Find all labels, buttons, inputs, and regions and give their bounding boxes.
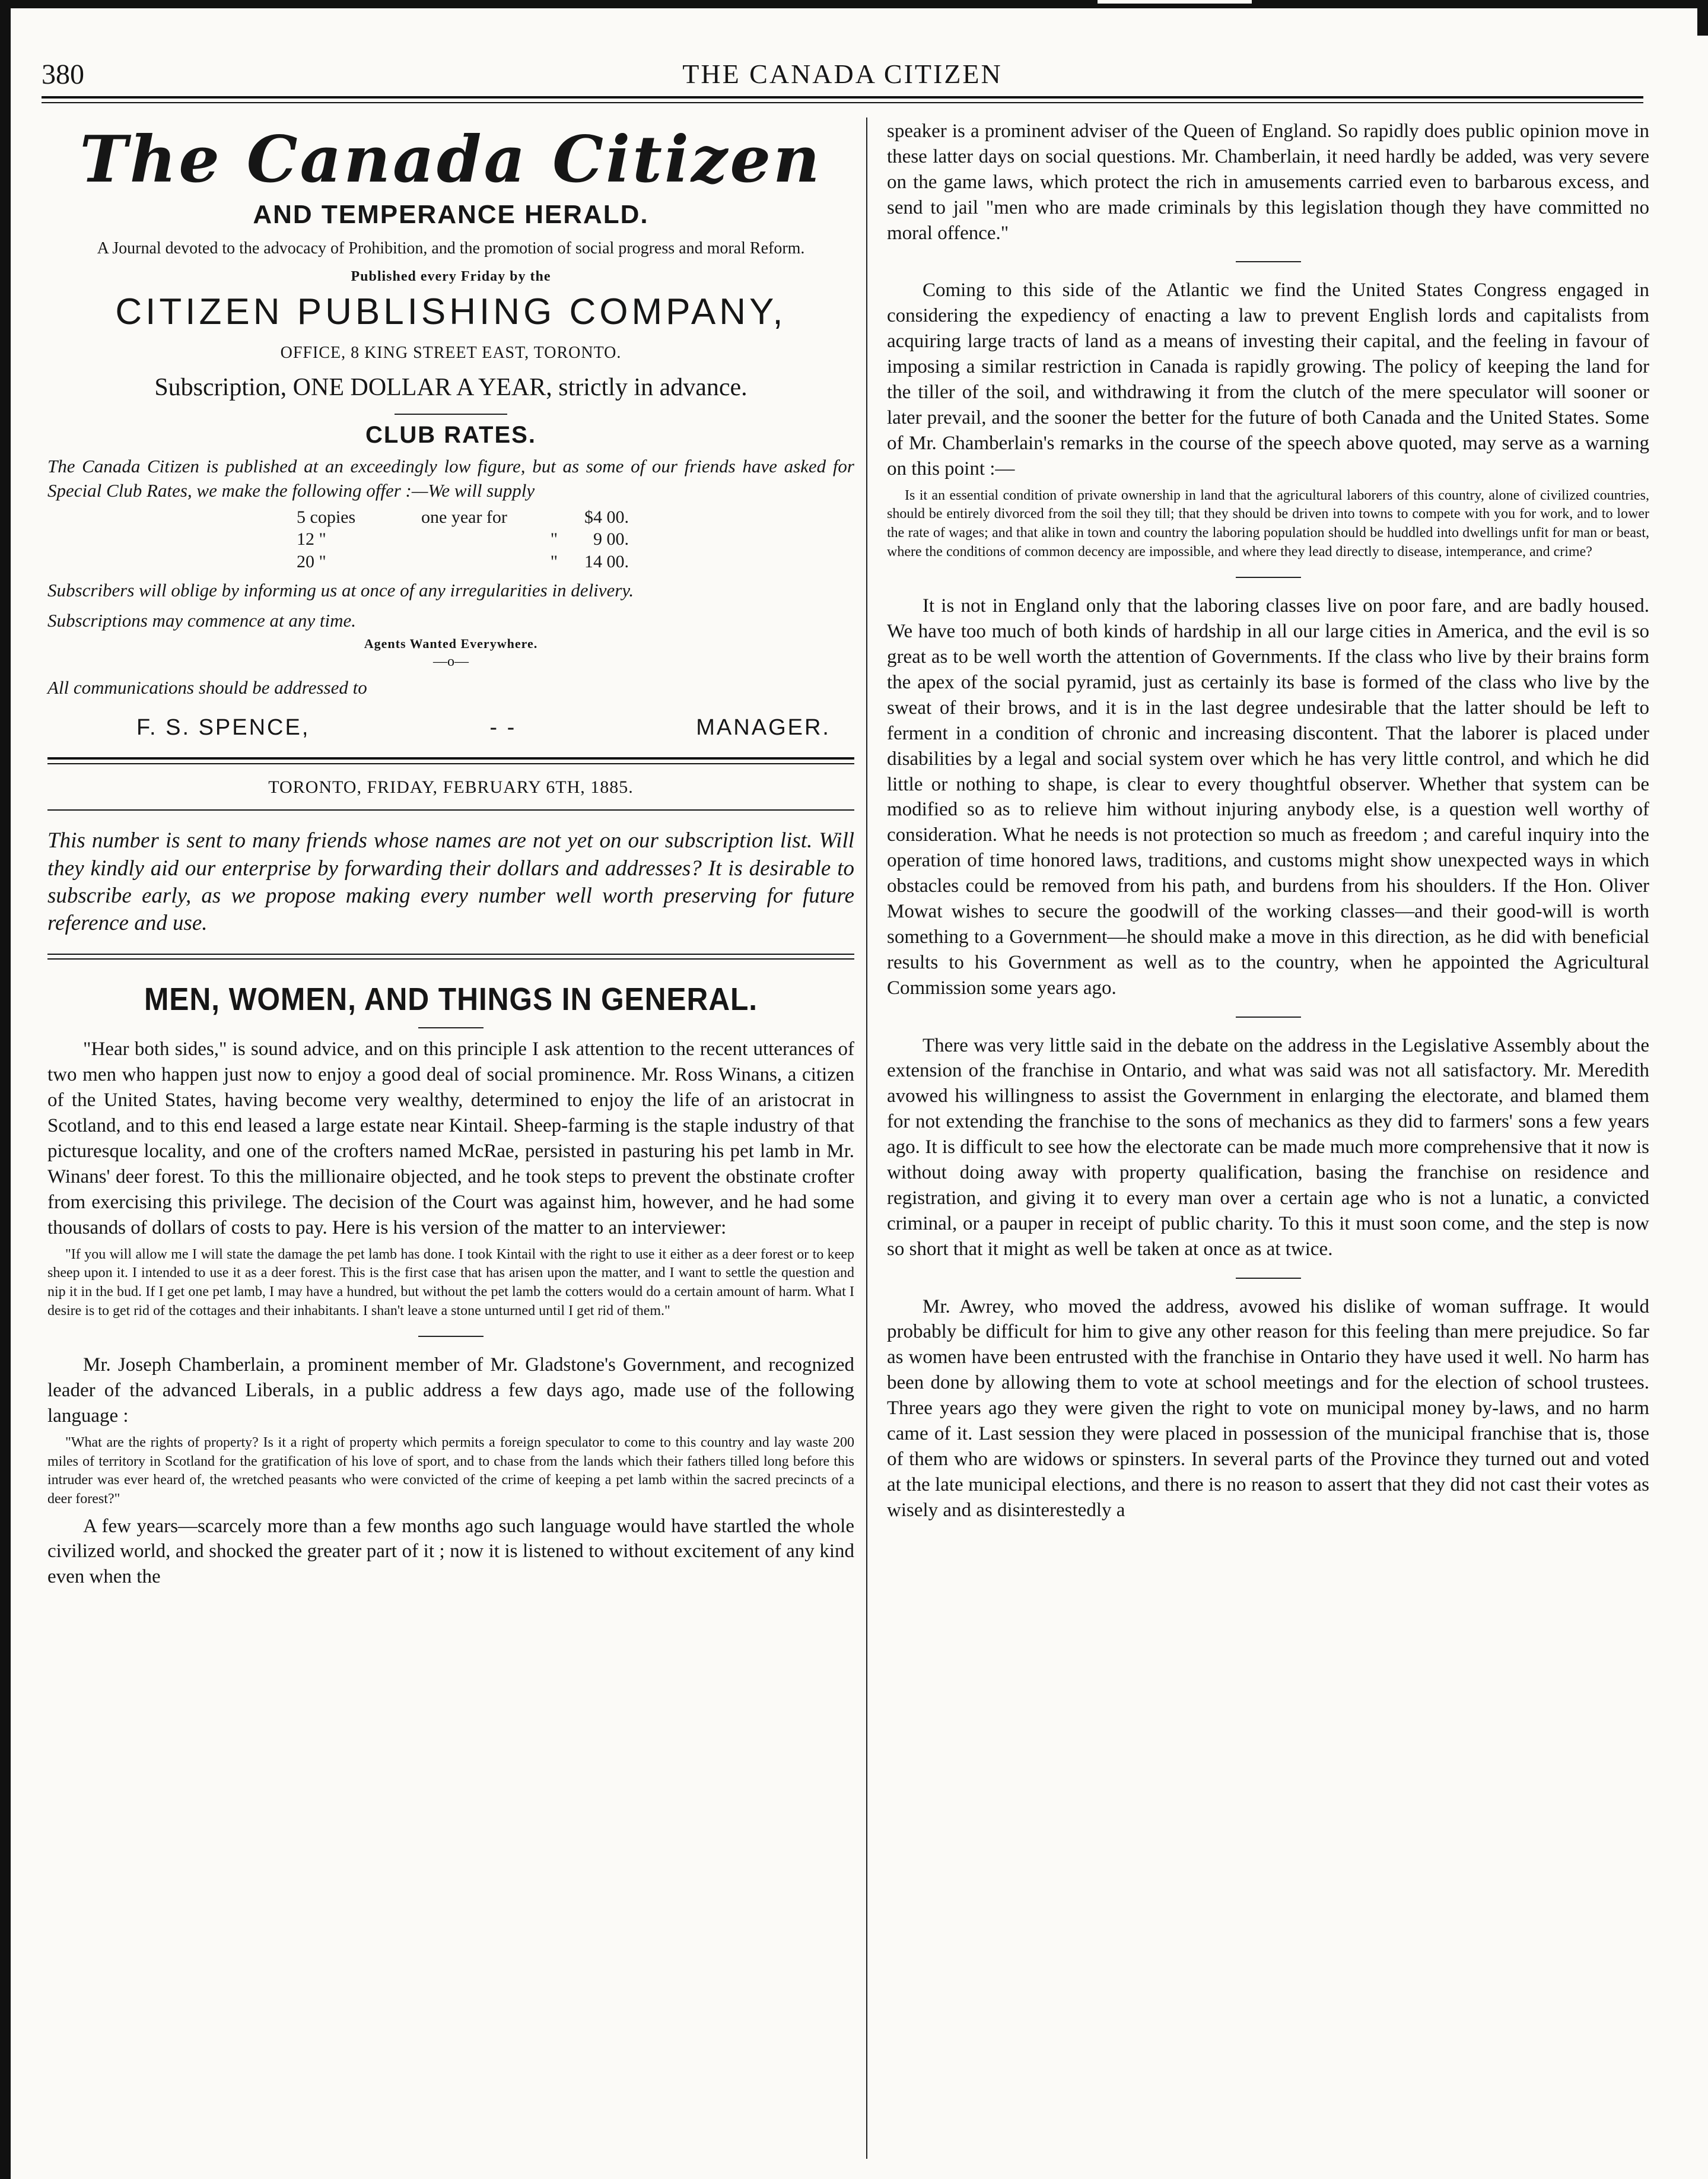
article-paragraph: There was very little said in the debate on the address in the Legislative Assembly about the extension of the franchise in Ontario, and what was said was not all satisfactory. Mr. Meredith avowed his willingness to assist the Government in enlarging the electorate, and blamed them for not extending the franchise to the sons of mechanics as they did to farmers' sons a few years ago. It is difficult to see how the electorate can be made much more comprehensive that it now is without doing away with property qualification, basing the franchise on residence and registration, and giving it to every man over a certain age who is not a lunatic, a convicted criminal, or a pauper in receipt of public charity. To this it must soon come, and the step is now so short that it might as well be taken at once as at twice. [887, 1034, 1649, 1260]
divider [395, 414, 507, 415]
rate-quantity: 20 " [297, 551, 326, 571]
page-left-border [0, 0, 11, 2179]
divider [1236, 1278, 1301, 1279]
page-top-border [0, 0, 1708, 8]
subscription-notice: This number is sent to many friends whose names are not yet on our subscription list. Will they kindly aid our enterprise by forwarding their dollars and addresses? It is desirable to subscribe early, as we propose making every number well worth preserving for future reference and use. [47, 828, 854, 936]
divider [1236, 1017, 1301, 1018]
page-header [42, 53, 1643, 95]
club-rates-table [47, 506, 854, 573]
rate-quantity: 12 " [297, 529, 326, 549]
article-paragraph: speaker is a prominent adviser of the Queen of England. So rapidly does public opinion move in these latter days on social questions. Mr. Chamberlain, it need hardly be added, was very severe on the game laws, which protect the rich in amusements carried even to barbarous excess, and send to jail "men who are made criminals by this legislation though they have committed no moral offence." [887, 120, 1649, 244]
page-top-border-gap [1098, 0, 1252, 4]
article-quote: "What are the rights of property? Is it a right of property which permits a foreign speculator to come to this country and lay waste 200 miles of territory in Scotland for the gratification of his love of sport, and to chase from the lands which their fathers tilled long before this intruder was ever heard of, the wretched peasants who were convicted of the crime of keeping a pet lamb within the sacred precincts of a deer forest?" [47, 1434, 854, 1507]
masthead-description: A Journal devoted to the advocacy of Prohibition, and the promotion of social progress and moral Reform. [97, 239, 805, 258]
article-quote: Is it an essential condition of private ownership in land that the agricultural laborers of this country, alone of civilized countries, should be entirely divorced from the soil they till; that they should be driven into towns to compete with you for work, and to lower the rate of wages; and that alike in town and country the laboring population should be huddled into dwellings unfit for man or beast, where the conditions of common decency are impossible, and where they lead directly to disease, intemperance, and crime? [887, 487, 1649, 560]
left-column [47, 122, 854, 1590]
subscriptions-note: Subscriptions may commence at any time. [47, 609, 356, 631]
publisher-name: CITIZEN PUBLISHING COMPANY, [115, 291, 787, 333]
rate-term: one year for [421, 507, 507, 527]
ornament-divider: —o— [433, 654, 469, 670]
header-rule [42, 96, 1643, 99]
notice-rule [47, 954, 854, 955]
article-paragraph: Coming to this side of the Atlantic we find the United States Congress engaged in considering the expediency of enacting a law to prevent English lords and capitalists from acquiring large tracts of land as a means of investing their capital, and the feeling in favour of imposing a similar restriction in Canada is rapidly growing. The policy of keeping the land for the tiller of the soil, and withdrawing it from the clutch of the mere speculator will sooner or later prevail, and the sooner the better for the future of both Canada and the United States. Some of Mr. Chamberlain's remarks in the course of the speech above quoted, may serve as a warning on this point :— [887, 279, 1649, 479]
manager-line [47, 715, 854, 741]
manager-title: MANAGER. [696, 715, 831, 741]
divider [418, 1027, 484, 1028]
masthead-subtitle: AND TEMPERANCE HERALD. [253, 200, 649, 229]
rate-quantity: 5 copies [297, 507, 356, 527]
divider [418, 1336, 484, 1337]
article-paragraph: Mr. Awrey, who moved the address, avowed his dislike of woman suffrage. It would probably be difficult for him to give any other reason for this feeling than mere prejudice. So far as women have been entrusted with the franchise in Ontario they have used it well. No harm has been done by allowing them to vote at school meetings and for the election of school trustees. Three years ago they were given the right to vote on municipal money by-laws, and no harm came of it. Last session they were placed in possession of the municipal franchise that is, those of them who are widows or spinsters. In several parts of the Province they turned out and voted at the late municipal elections, and there is no reason to assert that they did not cast their votes as wisely and as disinterestedly a [887, 1295, 1649, 1521]
notice-rule-second [47, 958, 854, 960]
page-right-border [1697, 0, 1708, 36]
manager-dashes: - - [489, 715, 517, 741]
subscription-line: Subscription, ONE DOLLAR A YEAR, strictly in advance. [154, 374, 748, 402]
dateline-rule-top [47, 757, 854, 760]
published-line: Published every Friday by the [351, 269, 551, 285]
manager-name: F. S. SPENCE, [136, 715, 310, 741]
section-heading: MEN, WOMEN, AND THINGS IN GENERAL. [144, 981, 758, 1018]
divider [1236, 261, 1301, 262]
article-paragraph: "Hear both sides," is sound advice, and on this principle I ask attention to the recent utterances of two men who happen just now to enjoy a good deal of social prominence. Mr. Ross Winans, a citizen of the United States, having become very wealthy, determined to enjoy the life of an aristocrat in Scotland, and to this end leased a large estate near Kintail. Sheep-farming is the staple industry of that picturesque locality, and one of the crofters named McRae, persisted in pasturing his pet lamb in Mr. Winans' deer forest. To this the millionaire objected, and he took steps to prevent the obstinate crofter from exercising this privilege. The decision of the Court was against him, however, and he had some thousands of dollars of costs to pay. Here is his version of the matter to an interviewer: [47, 1038, 854, 1238]
dateline: TORONTO, FRIDAY, FEBRUARY 6TH, 1885. [268, 777, 634, 798]
rate-price: 14 00. [584, 551, 629, 571]
column-divider [866, 117, 867, 2159]
rate-price: 9 00. [593, 529, 629, 549]
running-title: THE CANADA CITIZEN [682, 59, 1003, 89]
communications-line: All communications should be addressed to [47, 677, 367, 698]
article-quote: "If you will allow me I will state the damage the pet lamb has done. I took Kintail with the right to use it either as a deer forest or to keep sheep upon it. I intended to use it as a deer forest. This is the first case that has arisen upon the matter, and I want to settle the question and nip it in the bud. If I get one pet lamb, I may have a hundred, but without the pet lamb the cotters would do a certain amount of harm. What I desire is to get rid of the cottages and their inhabitants. I shan't leave a stone unturned until I get rid of them." [47, 1246, 854, 1319]
article-paragraph: It is not in England only that the laboring classes live on poor fare, and are badly housed. We have too much of both kinds of hardship in all our large cities in America, and the evil is so great as to be well worth the attention of Governments. If the class who live by their brains form the apex of the social pyramid, just as certainly its base is formed of the class who live by the sweat of their brows, and it is in the last degree undesirable that the latter should be left to ferment in a condition of chronic and increasing discontent. That the laborer is placed under disabilities by a legal and social system over which he has very little control, and which he did little or nothing to shape, is clear to every thoughtful observer. Whether that system can be modified so as to relieve him without injuring anybody else, is a question well worthy of consideration. What he needs is not protection so much as freedom ; and careful inquiry into the operation of time honored laws, traditions, and customs might show unexpected ways in which obstacles could be removed from his path, and burdens from his shoulders. If the Hon. Oliver Mowat wishes to secure the goodwill of the working classes—and their good-will is worth something to a Government—he should make a move in this direction, as he did with beneficial results to his Government as well as to the country, when he appointed the Agricultural Commission some years ago. [887, 595, 1649, 999]
rate-row [297, 551, 854, 573]
rate-term: " [550, 551, 558, 571]
club-rates-heading: CLUB RATES. [365, 422, 536, 449]
masthead-title: The Canada Citizen [79, 122, 822, 197]
agents-wanted: Agents Wanted Everywhere. [364, 636, 538, 652]
rate-row [297, 506, 854, 529]
rate-row [297, 528, 854, 551]
rate-price: $4 00. [584, 507, 629, 527]
right-column [887, 119, 1649, 1523]
dateline-rule-top-thin [47, 763, 854, 764]
club-rates-intro: The Canada Citizen is published at an exceedingly low figure, but as some of our friends have asked for Special Club Rates, we make the following offer :—We will supply [47, 456, 854, 501]
article-paragraph: A few years—scarcely more than a few months ago such language would have startled the whole civilized world, and shocked the greater part of it ; now it is listened to without excitement of any kind even when the [47, 1515, 854, 1588]
rate-term: " [550, 529, 558, 549]
header-rule-thin [42, 102, 1643, 103]
divider [1236, 577, 1301, 578]
publisher-address: OFFICE, 8 KING STREET EAST, TORONTO. [280, 344, 622, 363]
irregularities-note: Subscribers will oblige by informing us at once of any irregularities in delivery. [47, 580, 634, 601]
dateline-rule-bottom [47, 809, 854, 811]
page-number: 380 [42, 59, 84, 90]
article-paragraph: Mr. Joseph Chamberlain, a prominent member of Mr. Gladstone's Government, and recognized leader of the advanced Liberals, in a public address a few days ago, made use of the following language : [47, 1354, 854, 1427]
